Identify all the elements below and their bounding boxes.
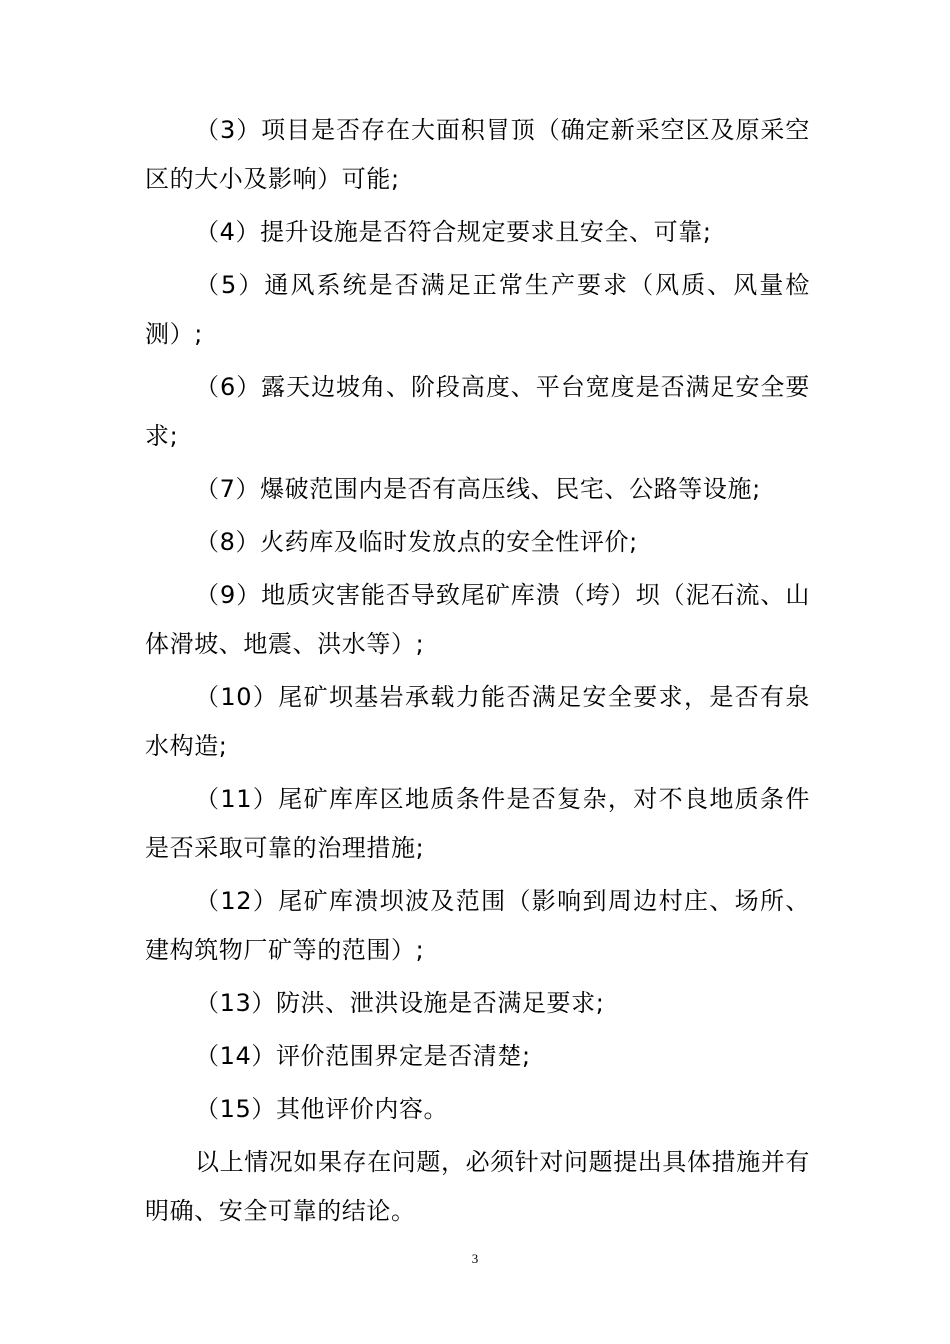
paragraph-conclusion: 以上情况如果存在问题，必须针对问题提出具体措施并有明确、安全可靠的结论。 — [145, 1148, 810, 1225]
paragraph-item-14: （14）评价范围界定是否清楚; — [195, 1042, 531, 1070]
paragraph-item-3: （3）项目是否存在大面积冒顶（确定新采空区及原采空区的大小及影响）可能; — [145, 116, 810, 193]
paragraph-item-4: （4）提升设施是否符合规定要求且安全、可靠; — [195, 218, 712, 246]
paragraph-item-8: （8）火药库及临时发放点的安全性评价; — [195, 528, 638, 556]
paragraph-item-10: （10）尾矿坝基岩承载力能否满足安全要求，是否有泉水构造; — [145, 683, 810, 760]
page-number: 3 — [471, 1251, 479, 1266]
paragraph-item-6: （6）露天边坡角、阶段高度、平台宽度是否满足安全要求; — [145, 373, 810, 450]
paragraph-item-11: （11）尾矿库库区地质条件是否复杂，对不良地质条件是否采取可靠的治理措施; — [145, 785, 810, 862]
paragraph-item-7: （7）爆破范围内是否有高压线、民宅、公路等设施; — [195, 475, 761, 503]
paragraph-item-12: （12）尾矿库溃坝波及范围（影响到周边村庄、场所、建构筑物厂矿等的范围）; — [145, 887, 810, 964]
paragraph-item-9: （9）地质灾害能否导致尾矿库溃（垮）坝（泥石流、山体滑坡、地震、洪水等）; — [145, 581, 810, 658]
paragraph-item-13: （13）防洪、泄洪设施是否满足要求; — [195, 989, 605, 1017]
paragraph-item-5: （5）通风系统是否满足正常生产要求（风质、风量检测）; — [145, 271, 810, 348]
paragraph-item-15: （15）其他评价内容。 — [195, 1095, 449, 1123]
document-body — [145, 106, 810, 1240]
